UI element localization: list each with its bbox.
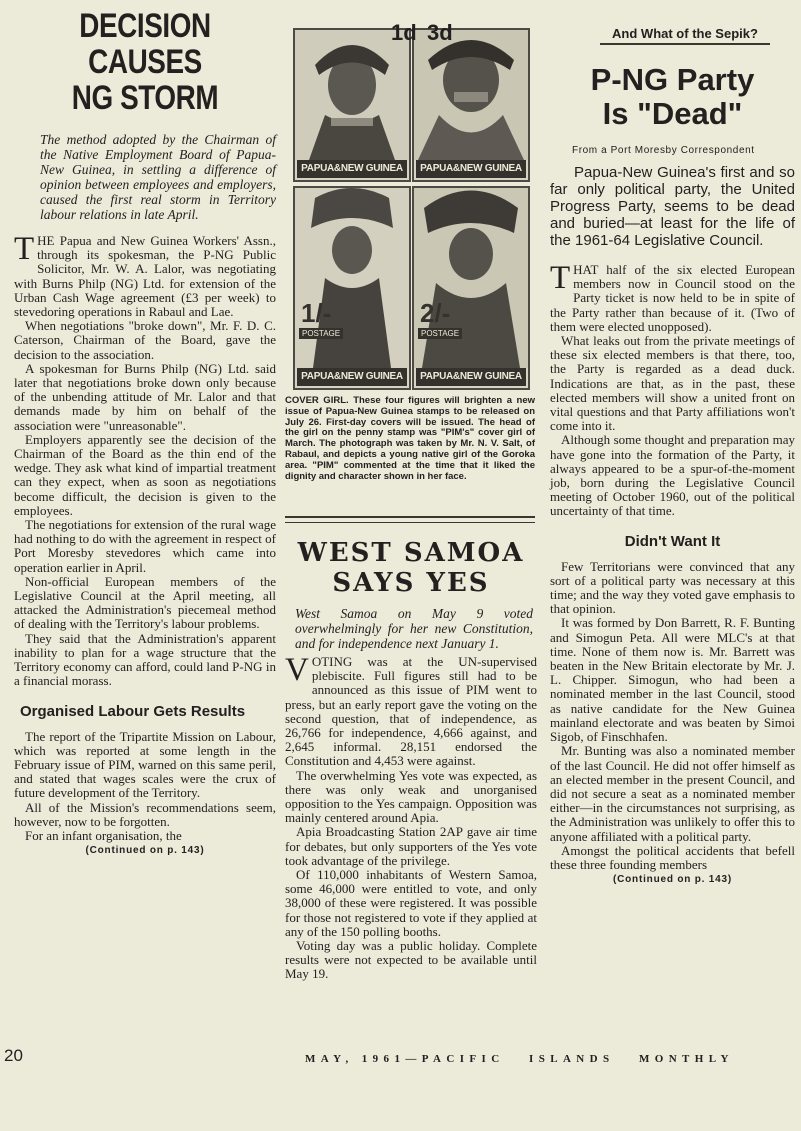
samoa-standfirst: West Samoa on May 9 voted overwhelmingly for her new Constitution, and for independence next January 1. xyxy=(295,606,533,651)
headline-line: Is "Dead" xyxy=(602,96,743,131)
paragraph: Although some thought and preparation may have gone into the formation of the Party, it always appeared to be a spur-of-the-moment job, born during the Legislative Council meeting of October 1960, out of the political uncertainty of that time. xyxy=(550,432,795,519)
samoa-headline xyxy=(285,538,537,598)
headline-line: P-NG Party xyxy=(590,62,755,97)
paragraph xyxy=(285,652,537,769)
byline: From a Port Moresby Correspondent xyxy=(572,145,755,156)
portrait-image xyxy=(295,188,409,368)
paragraph: Amongst the political accidents that befell these three founding members xyxy=(550,842,795,872)
photo-caption xyxy=(285,396,535,482)
paragraph: Voting day was a public holiday. Complete results were not expected to be available until May 19. xyxy=(285,938,537,982)
stamp-banner: PAPUA&NEW GUINEA xyxy=(416,160,526,178)
caption-text: These four figures will brighten a new issue of Papua-New Guinea stamps to be released on July 26. First-day covers will be issued. The head of the girl on the penny stamp was "PIM's" cover girl of March. The photograph was taken by Mr. N. V. Salt, of Rabaul, and depicts a young native girl of the Goroka area. "PIM" commented at the time that it liked the dignity and character shown in her face. xyxy=(285,395,536,482)
paragraph: The negotiations for extension of the rural wage had nothing to do with the agreement in respect of Port Moresby stevedores which came into operation earlier in April. xyxy=(14,517,276,575)
paragraph-text: HAT half of the six elected European members now in Council stood on the Party ticket is now held to be in spite of the Party rather than because of it. (Two of them were elected unopposed). xyxy=(550,262,795,334)
paragraph: It was formed by Don Barrett, R. F. Bunting and Simogun Peta. All were MLC's at that time. None of them now is. Mr. Barrett was beaten in the New Britain electorate by Mr. J. L. Chipper. Simogun, who had been a nominated member in the last Council, stood as native candidate for the New Guinea mainland electorate and was beaten by Simoi Sigob, of Finschhafen. xyxy=(550,615,795,745)
paragraph: Few Territorians were convinced that any sort of a political party was necessary at this time; and the way they voted gave emphasis to that opinion. xyxy=(550,558,795,617)
paragraph: The report of the Tripartite Mission on Labour, which was reported at some length in the February issue of PIM, warned on this same peril, and stated that wages scales were the crux of future development of the Territory. xyxy=(14,728,276,801)
portrait-image xyxy=(414,30,528,160)
kicker: And What of the Sepik? xyxy=(600,26,770,45)
headline-line: WEST SAMOA xyxy=(297,538,525,568)
paragraph: When negotiations "broke down", Mr. F. D. C. Caterson, Chairman of the Board, gave the decision to the association. xyxy=(14,318,276,362)
paragraph xyxy=(14,231,276,320)
headline-line: NG STORM xyxy=(71,79,219,117)
headline-line: DECISION CAUSES xyxy=(79,7,211,81)
samoa-article xyxy=(285,652,537,982)
portrait-image xyxy=(414,188,528,368)
paragraph xyxy=(550,260,795,334)
headline xyxy=(550,63,795,131)
stamp-threepence xyxy=(412,28,530,182)
drop-cap: V xyxy=(285,652,309,688)
page-number: 20 xyxy=(4,1046,23,1065)
paragraph-text: HE Papua and New Guinea Workers' Assn., through its spokesman, the P-NG Public Solicitor, Mr. W. A. Lalor, was negotiating with Burns Philp (NG) Ltd. for extension of the Urban Cash Wage agreement (£3 per week) to stevedoring operations in Rabaul and Lae. xyxy=(14,233,276,320)
stamp-banner: PAPUA&NEW GUINEA xyxy=(297,368,407,386)
party-article xyxy=(550,8,795,885)
drop-cap: T xyxy=(550,260,571,296)
drop-cap: T xyxy=(14,231,35,267)
paragraph-text: OTING was at the UN-supervised plebiscite. Full figures still had to be announced as this issue of PIM went to press, but an early report gave the voting on the second question, that of independence, as 26,766 for independence, 4,666 against, and 2,645 informal. 28,151 endorsed the Constitution and 4,453 were against. xyxy=(285,654,537,769)
stamp-value: 1d xyxy=(391,20,417,45)
stamp-shilling xyxy=(293,186,411,390)
paragraph: Apia Broadcasting Station 2AP gave air time for debates, but only supporters of the Yes vote took advantage of the privilege. xyxy=(285,824,537,868)
stamp-value: 1/- xyxy=(301,298,332,328)
paragraph: Non-official European members of the Legislative Council at the April meeting, all attacked the Administration's piecemeal method of dealing with the Territory's labour problems. xyxy=(14,573,276,632)
postage-label: POSTAGE xyxy=(418,328,462,339)
center-column xyxy=(283,8,539,1038)
standfirst: The method adopted by the Chairman of the Native Employment Board of Papua-New Guinea, in settling a difference of opinion between employees and employers, caused the first real storm in Territory labour relations in late April. xyxy=(40,132,276,222)
postage-label: POSTAGE xyxy=(299,328,343,339)
paragraph: For an infant organisation, the xyxy=(25,827,182,843)
stamp-value: 2/- xyxy=(420,298,451,328)
stamp-two-shilling xyxy=(412,186,530,390)
lede: Papua-New Guinea's first and so far only political party, the United Progress Party, seems to be dead and buried—at least for the life of the 1961-64 Legislative Council. xyxy=(550,164,795,249)
labour-article xyxy=(14,8,276,856)
continued-note: (Continued on p. 143) xyxy=(612,874,733,886)
paragraph: Of 110,000 inhabitants of Western Samoa, some 46,000 were entitled to vote, and only 38,000 of these were registered. It was possible for those not registered to vote if they applied at any of the 150 polling booths. xyxy=(285,867,537,939)
caption-label: COVER GIRL. xyxy=(285,395,349,406)
paragraph: All of the Mission's recommendations seem, however, now to be forgotten. xyxy=(14,799,276,829)
stamp-value: 3d xyxy=(427,20,453,45)
stamp-banner: PAPUA&NEW GUINEA xyxy=(297,160,407,178)
paragraph: A spokesman for Burns Philp (NG) Ltd. said later that negotiations broke down only because of the unbending attitude of Mr. Lalor and that demands made by him on behalf of the association were "unreasonable". xyxy=(14,360,276,433)
paragraph: What leaks out from the private meetings of these six elected members is that there, too, the Party is regarded as a dead duck. Indications are that, as in the past, these elected members will show a united front on vital questions and that Party affiliations won't come into it. xyxy=(550,333,795,434)
stamp-penny xyxy=(293,28,411,182)
masthead-footer: MAY, 1961—PACIFIC ISLANDS MONTHLY xyxy=(305,1053,734,1065)
headline xyxy=(38,8,253,116)
stamp-banner: PAPUA&NEW GUINEA xyxy=(416,368,526,386)
subheading: Didn't Want It xyxy=(624,532,721,550)
paragraph: Mr. Bunting was also a nominated member of the last Council. He did not offer himself as an elected member in the present Council, and did not secure a seat as a nominated member either—in the circumstances not surprising, as the Administration was unlikely to offer this to anyone affiliated with a political party. xyxy=(550,743,795,844)
divider xyxy=(285,516,535,523)
paragraph: Employers apparently see the decision of the Chairman of the Board as the thin end of the wedge. They ask what kind of impartial treatment can they expect, when as soon as negotiations become difficult, the decision is given to the employees. xyxy=(14,431,276,518)
subheading: Organised Labour Gets Results xyxy=(20,702,246,720)
paragraph: The overwhelming Yes vote was expected, as there was only weak and unorganised opposition to the Yes campaign. Opposition was mainly centered around Apia. xyxy=(285,767,537,826)
portrait-image xyxy=(295,30,409,160)
paragraph: They said that the Administration's apparent inability to plan for a wage structure that the Territory economy can afford, could land P-NG in a financial morass. xyxy=(14,630,276,689)
stamp-photo xyxy=(293,28,528,393)
headline-line: SAYS YES xyxy=(332,568,490,598)
continued-note: (Continued on p. 143) xyxy=(85,845,205,857)
